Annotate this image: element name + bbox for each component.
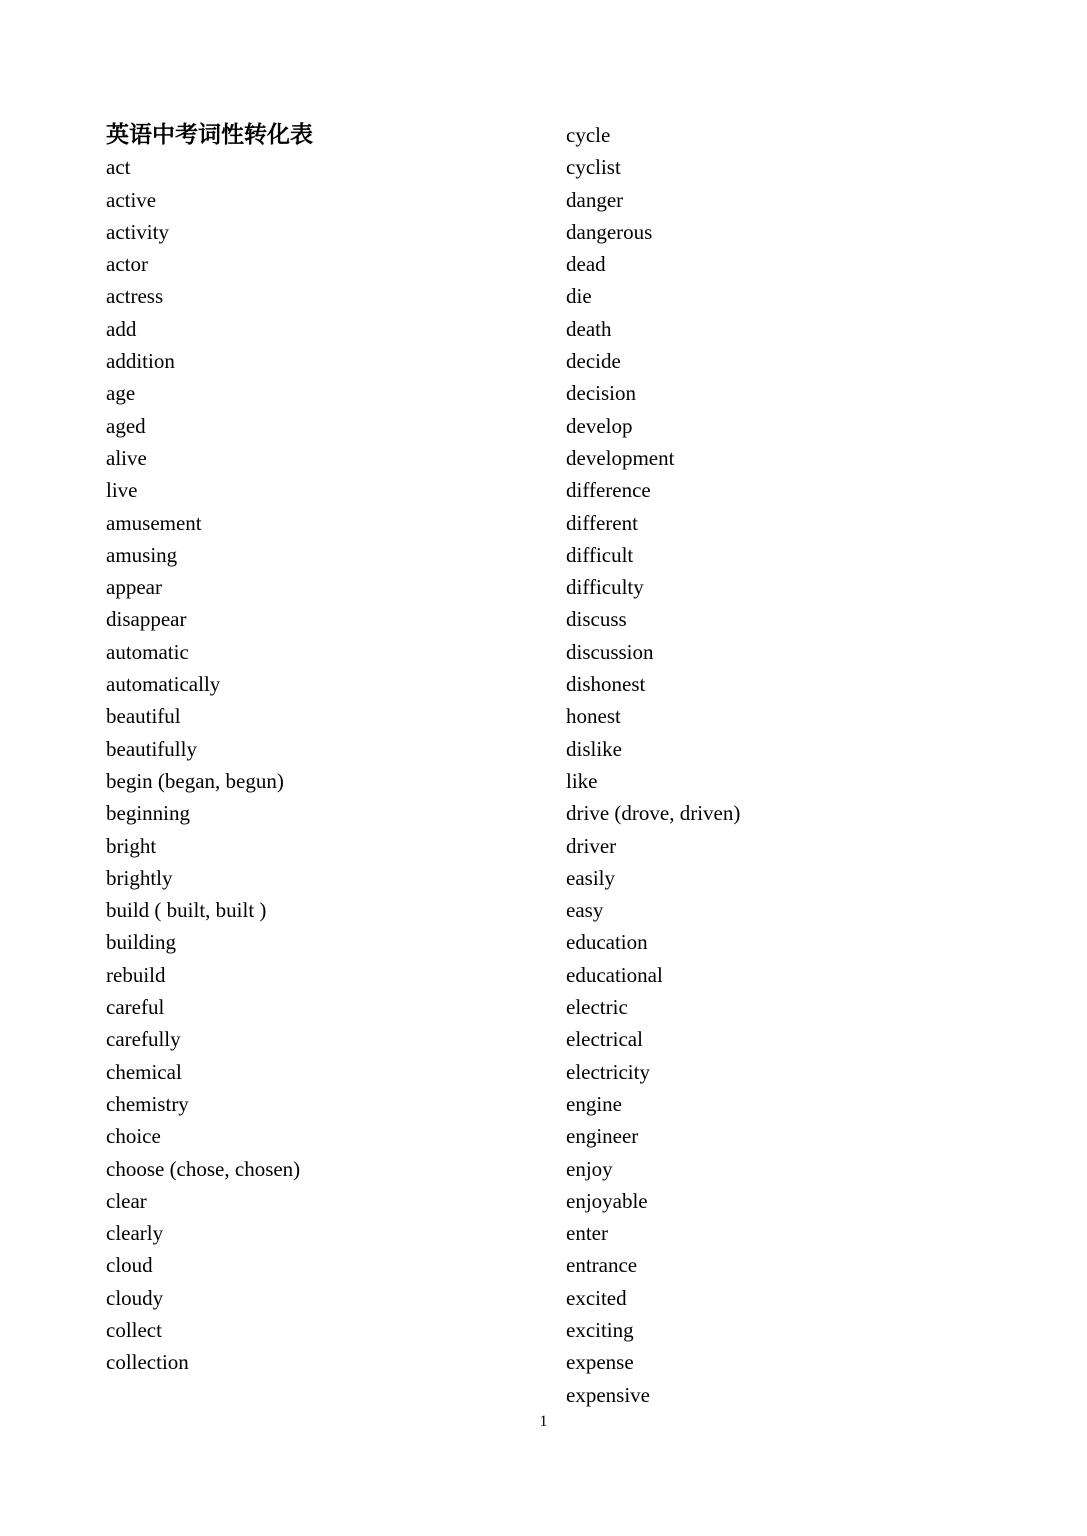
word-entry: different [566,510,638,535]
word-entry: electricity [566,1059,650,1084]
word-entry: brightly [106,865,173,890]
word-entry: enjoy [566,1156,613,1181]
word-entry: cloudy [106,1285,164,1310]
word-entry: live [106,478,138,503]
word-entry: decide [566,349,621,374]
word-entry: development [566,445,675,470]
page-number: 1 [539,1413,548,1430]
word-entry: bright [106,833,157,858]
word-entry: collect [106,1317,162,1342]
word-entry: enjoyable [566,1188,648,1213]
word-entry: clear [106,1188,147,1213]
word-entry: engine [566,1091,622,1116]
word-entry: engineer [566,1124,639,1149]
word-entry: discuss [566,607,627,632]
word-entry: activity [106,219,169,244]
word-entry: easy [566,898,604,923]
word-entry: choose (chose, chosen) [106,1156,301,1181]
word-entry: death [566,316,612,341]
word-entry: active [106,187,157,212]
word-entry: appear [106,575,162,600]
word-entry: amusing [106,542,178,567]
word-entry: danger [566,187,624,212]
word-entry: excited [566,1285,627,1310]
word-entry: entrance [566,1253,638,1278]
word-entry: actor [106,252,148,277]
word-entry: actress [106,284,164,309]
word-entry: clearly [106,1221,164,1246]
word-entry: beautiful [106,704,181,729]
word-entry: electrical [566,1027,643,1052]
word-entry: cloud [106,1253,153,1278]
word-entry: education [566,930,648,955]
word-entry: beautifully [106,736,197,761]
word-entry: chemistry [106,1091,189,1116]
word-entry: add [106,316,137,341]
right-word-column [566,119,986,1411]
word-entry: automatic [106,639,189,664]
word-entry: exciting [566,1317,634,1342]
word-entry: chemical [106,1059,182,1084]
word-entry: discussion [566,639,654,664]
word-entry: building [106,930,177,955]
word-entry: dislike [566,736,622,761]
word-entry: difficult [566,542,634,567]
word-entry: develop [566,413,633,438]
word-entry: begin (began, begun) [106,768,284,793]
word-entry: dishonest [566,672,646,697]
word-entry: dangerous [566,219,653,244]
word-entry: difficulty [566,575,644,600]
word-entry: enter [566,1221,608,1246]
word-entry: act [106,155,131,180]
word-entry: decision [566,381,636,406]
word-entry: alive [106,445,147,470]
word-entry: carefully [106,1027,181,1052]
word-entry: collection [106,1350,189,1375]
word-entry: addition [106,349,175,374]
word-entry: easily [566,865,615,890]
word-entry: rebuild [106,962,166,987]
word-entry: expense [566,1350,634,1375]
word-entry: age [106,381,136,406]
word-entry: like [566,768,598,793]
word-entry: expensive [566,1382,650,1407]
word-entry: die [566,284,592,309]
word-entry: difference [566,478,651,503]
word-entry: honest [566,704,621,729]
word-entry: automatically [106,672,221,697]
word-entry: careful [106,995,165,1020]
left-word-column [106,119,526,1379]
word-entry: beginning [106,801,190,826]
word-entry: electric [566,995,628,1020]
word-entry: cyclist [566,155,621,180]
page-title: 英语中考词性转化表 [106,122,313,148]
word-entry: aged [106,413,146,438]
word-entry: choice [106,1124,161,1149]
word-entry: build ( built, built ) [106,898,267,923]
word-entry: drive (drove, driven) [566,801,741,826]
word-entry: amusement [106,510,202,535]
word-entry: cycle [566,123,611,147]
word-entry: disappear [106,607,187,632]
word-entry: educational [566,962,663,987]
word-entry: dead [566,252,606,277]
word-entry: driver [566,833,617,858]
